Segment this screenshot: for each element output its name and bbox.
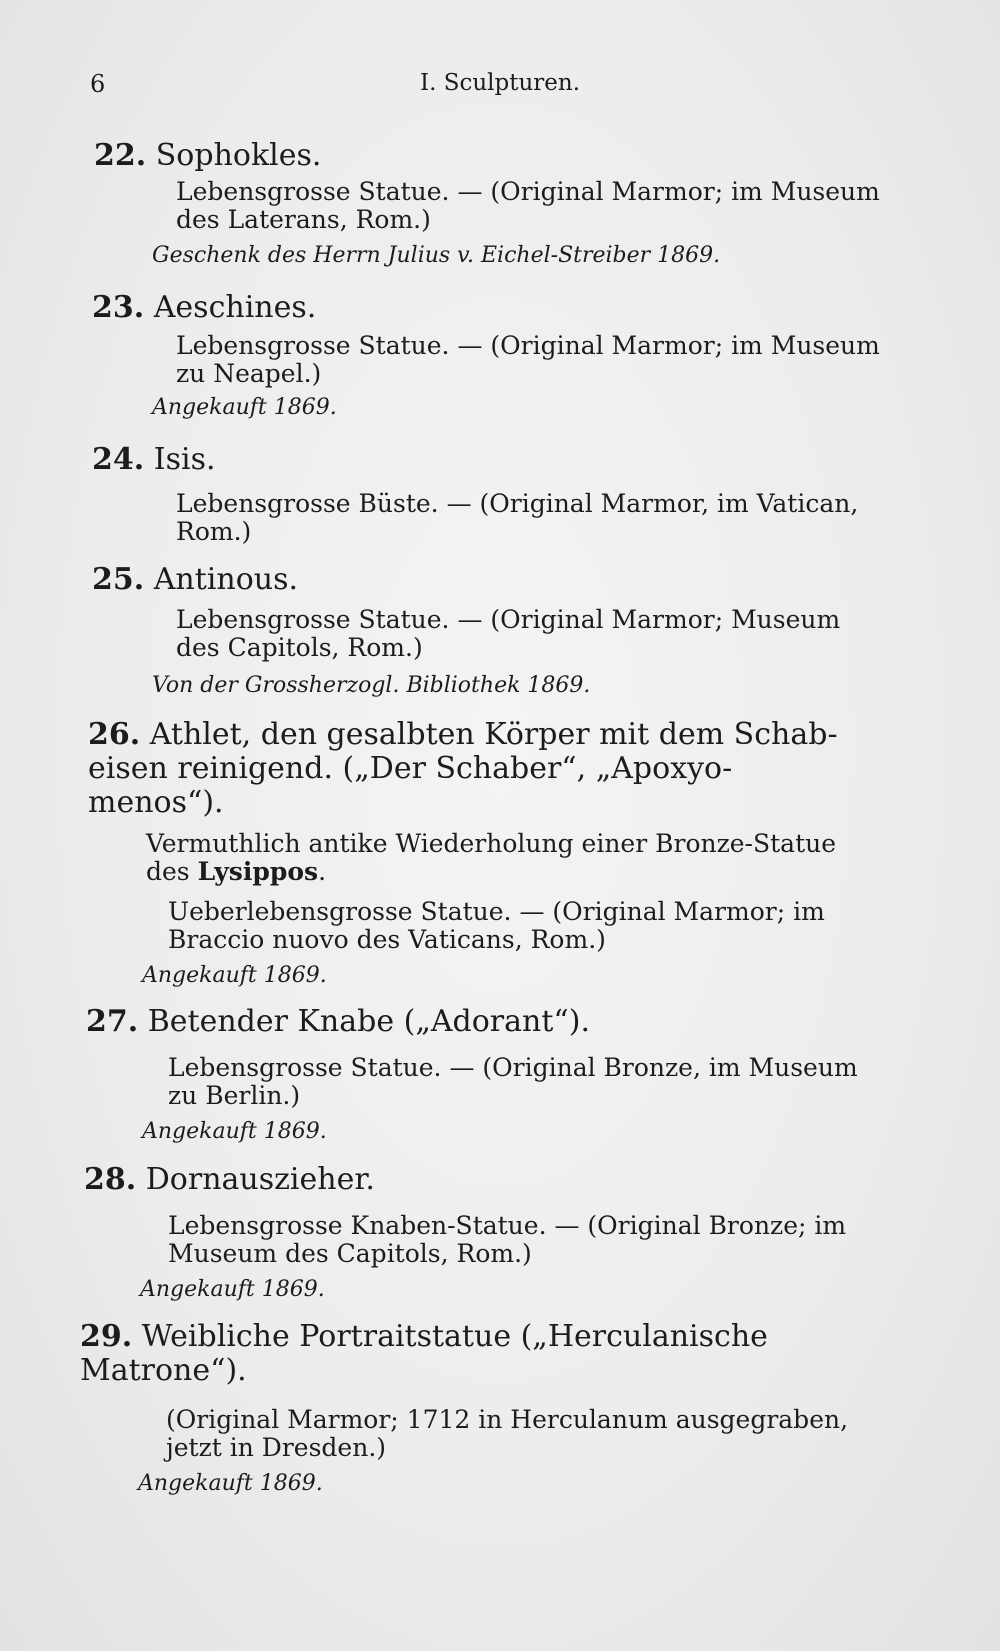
entry-heading — [94, 138, 321, 174]
entry-heading — [92, 290, 316, 326]
entry-title: Aeschines. — [153, 290, 317, 325]
entry-note: Vermuthlich antike Wiederholung einer Bronze-Statue des Lysippos. — [146, 829, 837, 886]
entry-number: 25. — [92, 562, 145, 597]
page-header — [0, 70, 1000, 110]
entry-description: Lebensgrosse Statue. — (Original Bronze, im Museum zu Berlin.) — [168, 1053, 858, 1110]
entry-description: Lebensgrosse Statue. — (Original Marmor; Museum des Capitols, Rom.) — [176, 605, 841, 662]
entry-number: 29. — [80, 1319, 133, 1354]
entry-title: Antinous. — [153, 562, 299, 597]
entry-title: Athlet, den gesalbten Körper mit dem Schab- eisen reinigend. („Der Schaber“, „Apoxyo- menos“). — [88, 717, 838, 820]
entry-number: 23. — [92, 290, 145, 325]
entry-description: Lebensgrosse Statue. — (Original Marmor; im Museum zu Neapel.) — [176, 331, 880, 388]
entry-provenance: Angekauft 1869. — [142, 1119, 327, 1144]
entry-heading — [80, 1320, 960, 1388]
entry-provenance: Angekauft 1869. — [152, 395, 337, 420]
entry-number: 22. — [94, 138, 147, 173]
entry-title: Betender Knabe („Adorant“). — [147, 1004, 590, 1039]
entry-heading — [86, 1004, 590, 1040]
entry-heading — [92, 562, 298, 598]
entry-heading — [92, 442, 216, 478]
running-title: I. Sculpturen. — [420, 70, 581, 96]
entry-provenance: Angekauft 1869. — [140, 1277, 325, 1302]
entry-title: Sophokles. — [155, 138, 322, 173]
entry-description: Lebensgrosse Knaben-Statue. — (Original Bronze; im Museum des Capitols, Rom.) — [168, 1211, 847, 1268]
entry-number: 27. — [86, 1004, 139, 1039]
entry-provenance: Angekauft 1869. — [138, 1471, 323, 1496]
entry-title: Dornauszieher. — [145, 1162, 375, 1197]
entry-provenance: Angekauft 1869. — [142, 963, 327, 988]
page-number: 6 — [90, 70, 106, 98]
entry-title: Weibliche Portraitstatue („Herculanische Matrone“). — [80, 1319, 768, 1388]
entry-description: Lebensgrosse Statue. — (Original Marmor; im Museum des Laterans, Rom.) — [176, 177, 880, 234]
entry-number: 26. — [88, 717, 141, 752]
entry-number: 28. — [84, 1162, 137, 1197]
sculptor-name: Lysippos — [197, 857, 319, 886]
entry-number: 24. — [92, 442, 145, 477]
entry-description: Lebensgrosse Büste. — (Original Marmor, im Vatican, Rom.) — [176, 489, 859, 546]
entry-heading — [84, 1162, 375, 1198]
entry-description: (Original Marmor; 1712 in Herculanum ausgegraben, jetzt in Dresden.) — [166, 1405, 849, 1462]
entry-provenance: Geschenk des Herrn Julius v. Eichel-Streiber 1869. — [152, 243, 721, 268]
entry-description: Ueberlebensgrosse Statue. — (Original Marmor; im Braccio nuovo des Vaticans, Rom.) — [168, 897, 825, 954]
entry-heading — [88, 718, 948, 820]
entry-title: Isis. — [153, 442, 216, 477]
entry-provenance: Von der Grossherzogl. Bibliothek 1869. — [152, 673, 591, 698]
